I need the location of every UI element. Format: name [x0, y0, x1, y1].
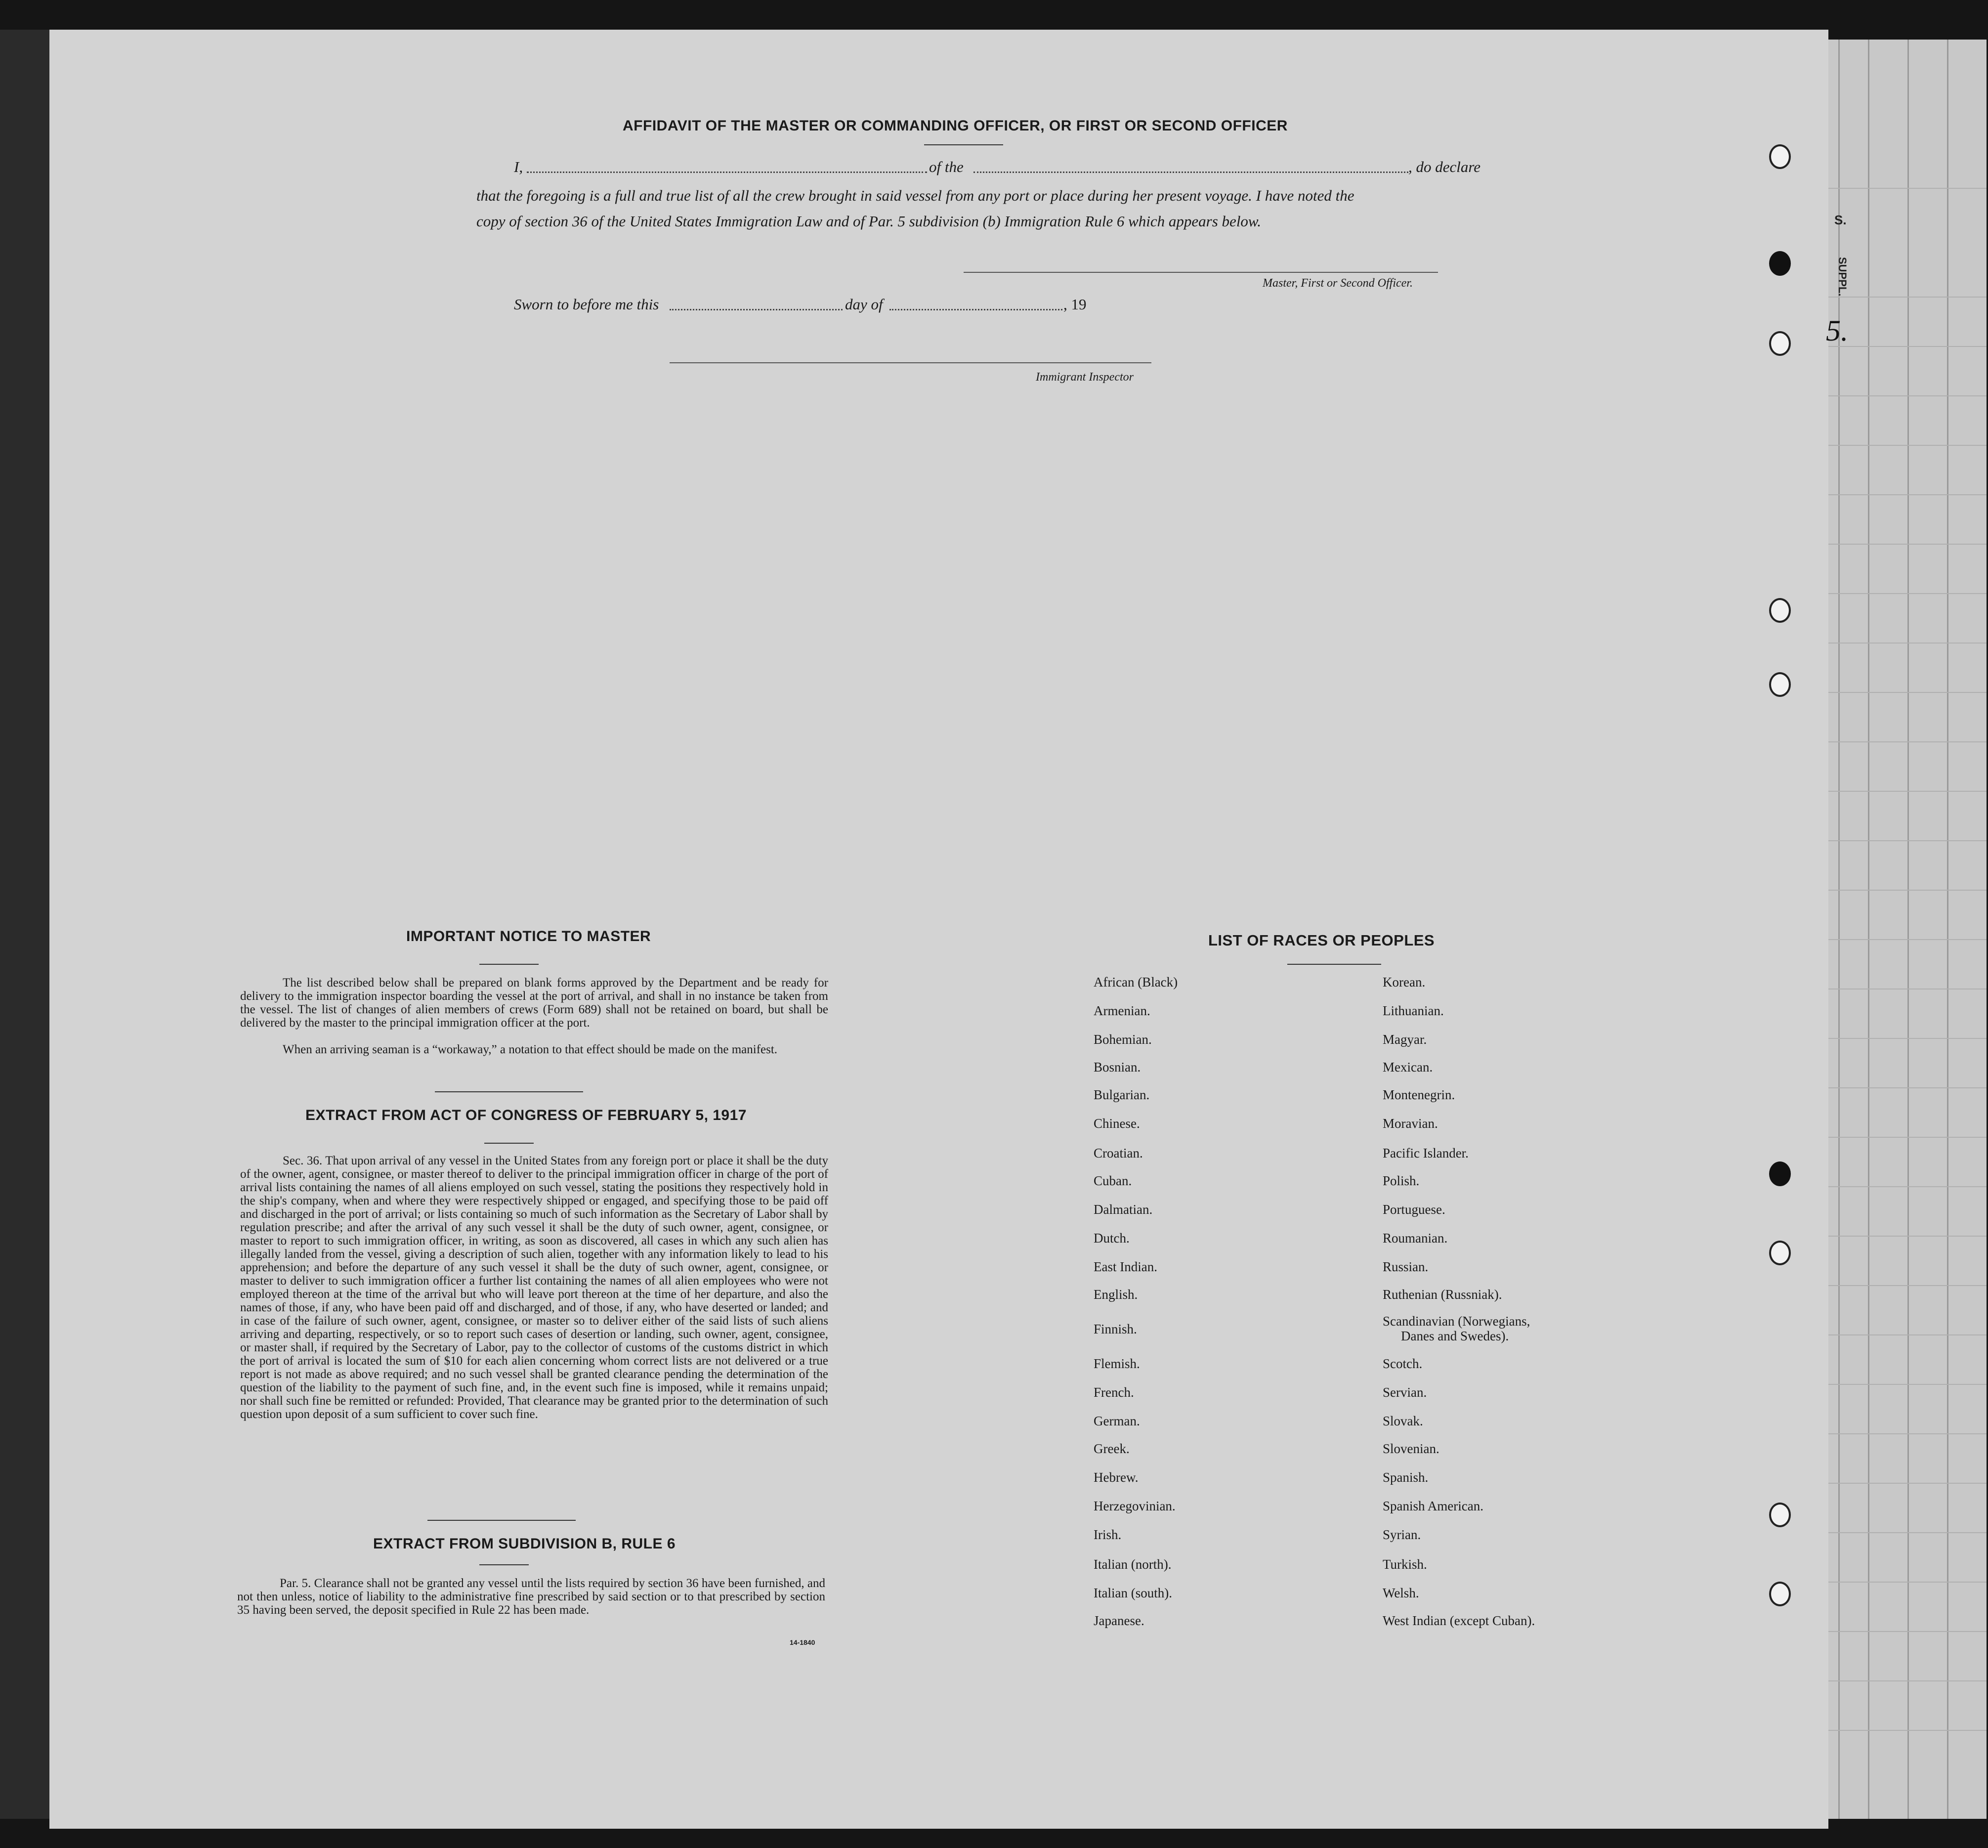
affidavit-statement-line: copy of section 36 of the United States Immigration Law and of Par. 5 subdivision (b) Immigration Rule 6 which appears below. [476, 213, 1262, 230]
race-item: Spanish American. [1383, 1499, 1483, 1513]
extract-rule-paragraph: Par. 5. Clearance shall not be granted any vessel until the lists required by section 36 have been furnished, and not then unless, notice of liability to the administrative fine prescribed by said section or to that prescribed by section 35 having been served, the deposit specified in Rule 22 has been made. [237, 1577, 825, 1617]
handwritten-mark: 5. [1826, 314, 1848, 347]
binder-hole-icon [1769, 251, 1791, 276]
race-item: Armenian. [1094, 1003, 1150, 1018]
sworn-text: Sworn to before me this [514, 296, 659, 313]
race-item: Mexican. [1383, 1060, 1433, 1074]
inspector-label: Immigrant Inspector [1036, 371, 1134, 384]
race-item: Greek. [1094, 1441, 1130, 1456]
race-item: Bulgarian. [1094, 1087, 1150, 1102]
vessel-name-field[interactable] [973, 172, 1408, 173]
inspector-signature-line[interactable] [670, 362, 1151, 363]
race-item: Scandinavian (Norwegians, [1383, 1314, 1530, 1329]
form-number: 14-1840 [790, 1638, 815, 1646]
race-item: Ruthenian (Russniak). [1383, 1287, 1502, 1302]
notice-paragraph [240, 1043, 828, 1056]
race-item: German. [1094, 1414, 1140, 1428]
notice-title: IMPORTANT NOTICE TO MASTER [406, 928, 651, 945]
race-item: Bohemian. [1094, 1032, 1152, 1047]
race-item: Dalmatian. [1094, 1202, 1153, 1217]
affidavit-statement-line: that the foregoing is a full and true list of all the crew brought in said vessel from any port or place during her present voyage. I have noted the [476, 187, 1354, 204]
race-item: Roumanian. [1383, 1231, 1448, 1246]
extract-act-paragraph: Sec. 36. That upon arrival of any vessel in the United States from any foreign port or place it shall be the duty of the owner, agent, consignee, or master thereof to deliver to the principal immigration officer in charge of the port of arrival lists containing the names of all aliens employed on such vessel, stating the positions they respectively hold in the ship's company, when and where they were respectively shipped or engaged, and specifying those to be paid off and discharged in the port of arrival; or lists containing so much of such information as the Secretary of Labor shall by regulation prescribe; and after the arrival of any such vessel it shall be the duty of such owner, agent, consignee, or master to report to such immigration officer, in writing, as soon as discovered, all cases in which any such alien has illegally landed from the vessel, giving a description of such alien, together with any information likely to lead to his apprehension; and before the departure of any such vessel it shall be the duty of such owner, agent, consignee, or master to deliver to such immigration officer a further list containing the names of all alien employees who were not employed thereon at the time of the arrival but who will leave port thereon at the time of her departure, and also the names of those, if any, who have been paid off and discharged, and of those, if any, who have deserted or landed; and in case of the failure of such owner, agent, consignee, or master so to deliver either of the said lists of such aliens arriving and departing, respectively, or so to report such cases of desertion or landing, such owner, agent, consignee, or master shall, if required by the Secretary of Labor, pay to the collector of customs of the customs district in which the port of arrival is located the sum of $10 for each alien concerning whom correct lists are not delivered or a true report is not made as above required; and no such vessel shall be granted clearance pending the determination of the question of the liability to the payment of such fine, and, in the event such fine is imposed, while it remains unpaid; nor shall such fine be remitted or refunded: Provided, That clearance may be granted prior to the determination of such question upon deposit of a sum sufficient to cover such fine. [240, 1154, 828, 1421]
master-signature-label: Master, First or Second Officer. [1263, 277, 1413, 290]
section-divider [435, 1091, 583, 1092]
race-item: Chinese. [1094, 1116, 1140, 1131]
notice-paragraph [240, 976, 828, 1030]
races-underline [1287, 964, 1381, 965]
binder-hole-icon [1769, 1241, 1791, 1265]
extract-act-underline [484, 1143, 534, 1144]
binder-hole-icon [1769, 1503, 1791, 1527]
title-underline [924, 144, 1003, 145]
extract-rule-title: EXTRACT FROM SUBDIVISION B, RULE 6 [373, 1536, 676, 1552]
extract-act-text [240, 1154, 828, 1421]
race-item: Herzegovinian. [1094, 1499, 1176, 1513]
underlying-column-label: SUPPL. [1836, 257, 1849, 297]
master-signature-line[interactable] [964, 272, 1438, 273]
section-divider [427, 1520, 576, 1521]
race-item: Turkish. [1383, 1557, 1427, 1572]
race-item: Russian. [1383, 1259, 1429, 1274]
race-item: Pacific Islander. [1383, 1146, 1469, 1160]
extract-act-title: EXTRACT FROM ACT OF CONGRESS OF FEBRUARY 5, 1917 [305, 1107, 747, 1123]
race-item: Bosnian. [1094, 1060, 1141, 1074]
race-item: Flemish. [1094, 1356, 1140, 1371]
race-item: Slovak. [1383, 1414, 1423, 1428]
sworn-month-field[interactable] [889, 309, 1062, 310]
race-item: Scotch. [1383, 1356, 1423, 1371]
race-item: Syrian. [1383, 1527, 1421, 1542]
affidavit-title: AFFIDAVIT OF THE MASTER OR COMMANDING OFFICER, OR FIRST OR SECOND OFFICER [623, 118, 1288, 134]
race-item: Moravian. [1383, 1116, 1438, 1131]
race-item: Croatian. [1094, 1146, 1143, 1160]
binder-hole-icon [1769, 144, 1791, 169]
race-item: Dutch. [1094, 1231, 1130, 1246]
race-item: Italian (south). [1094, 1586, 1172, 1600]
race-item: Italian (north). [1094, 1557, 1172, 1572]
race-item: Servian. [1383, 1385, 1427, 1400]
binder-hole-icon [1769, 1582, 1791, 1606]
race-item: Welsh. [1383, 1586, 1419, 1600]
binder-hole-icon [1769, 598, 1791, 623]
race-item: Cuban. [1094, 1173, 1132, 1188]
year-prefix: , 19 [1063, 296, 1087, 313]
notice-paragraph-text: The list described below shall be prepared on blank forms approved by the Department and be ready for delivery to the immigration inspector boarding the vessel at the port of arrival, and shall in no instance be taken from the vessel. The list of changes of alien members of crews (Form 689) shall not be retained on board, but shall be delivered by the master to the principal immigration officer at the port. [240, 976, 828, 1030]
race-item: Montenegrin. [1383, 1087, 1455, 1102]
left-page-edge [0, 30, 49, 1819]
extract-rule-underline [479, 1564, 529, 1565]
race-item: African (Black) [1094, 975, 1178, 989]
race-item: Japanese. [1094, 1613, 1144, 1628]
race-item: East Indian. [1094, 1259, 1157, 1274]
binder-hole-icon [1769, 1161, 1791, 1186]
race-item: Korean. [1383, 975, 1426, 989]
race-item: French. [1094, 1385, 1134, 1400]
race-item: English. [1094, 1287, 1138, 1302]
race-item-continuation: Danes and Swedes). [1401, 1329, 1509, 1343]
race-item: Magyar. [1383, 1032, 1427, 1047]
race-item: Polish. [1383, 1173, 1420, 1188]
affidavit-of-the-label: of the [929, 158, 964, 175]
races-title: LIST OF RACES OR PEOPLES [1208, 932, 1435, 949]
affidavit-declare-label: , do declare [1408, 158, 1481, 175]
race-item: Portuguese. [1383, 1202, 1445, 1217]
race-item: Hebrew. [1094, 1470, 1139, 1485]
affidavit-i-label: I, [514, 158, 523, 175]
race-item: Finnish. [1094, 1322, 1137, 1336]
binder-hole-icon [1769, 331, 1791, 356]
day-of-label: day of [845, 296, 883, 313]
extract-rule-text [237, 1577, 825, 1617]
notice-underline [479, 964, 539, 965]
race-item: Spanish. [1383, 1470, 1429, 1485]
declarant-name-field[interactable] [527, 172, 927, 173]
race-item: Lithuanian. [1383, 1003, 1444, 1018]
underlying-header-fragment: S. [1834, 213, 1847, 227]
notice-paragraph-text: When an arriving seaman is a “workaway,” a notation to that effect should be made on the manifest. [283, 1043, 778, 1056]
binder-hole-icon [1769, 672, 1791, 697]
race-item: Irish. [1094, 1527, 1122, 1542]
sworn-day-field[interactable] [670, 309, 843, 310]
race-item: West Indian (except Cuban). [1383, 1613, 1535, 1628]
race-item: Slovenian. [1383, 1441, 1439, 1456]
